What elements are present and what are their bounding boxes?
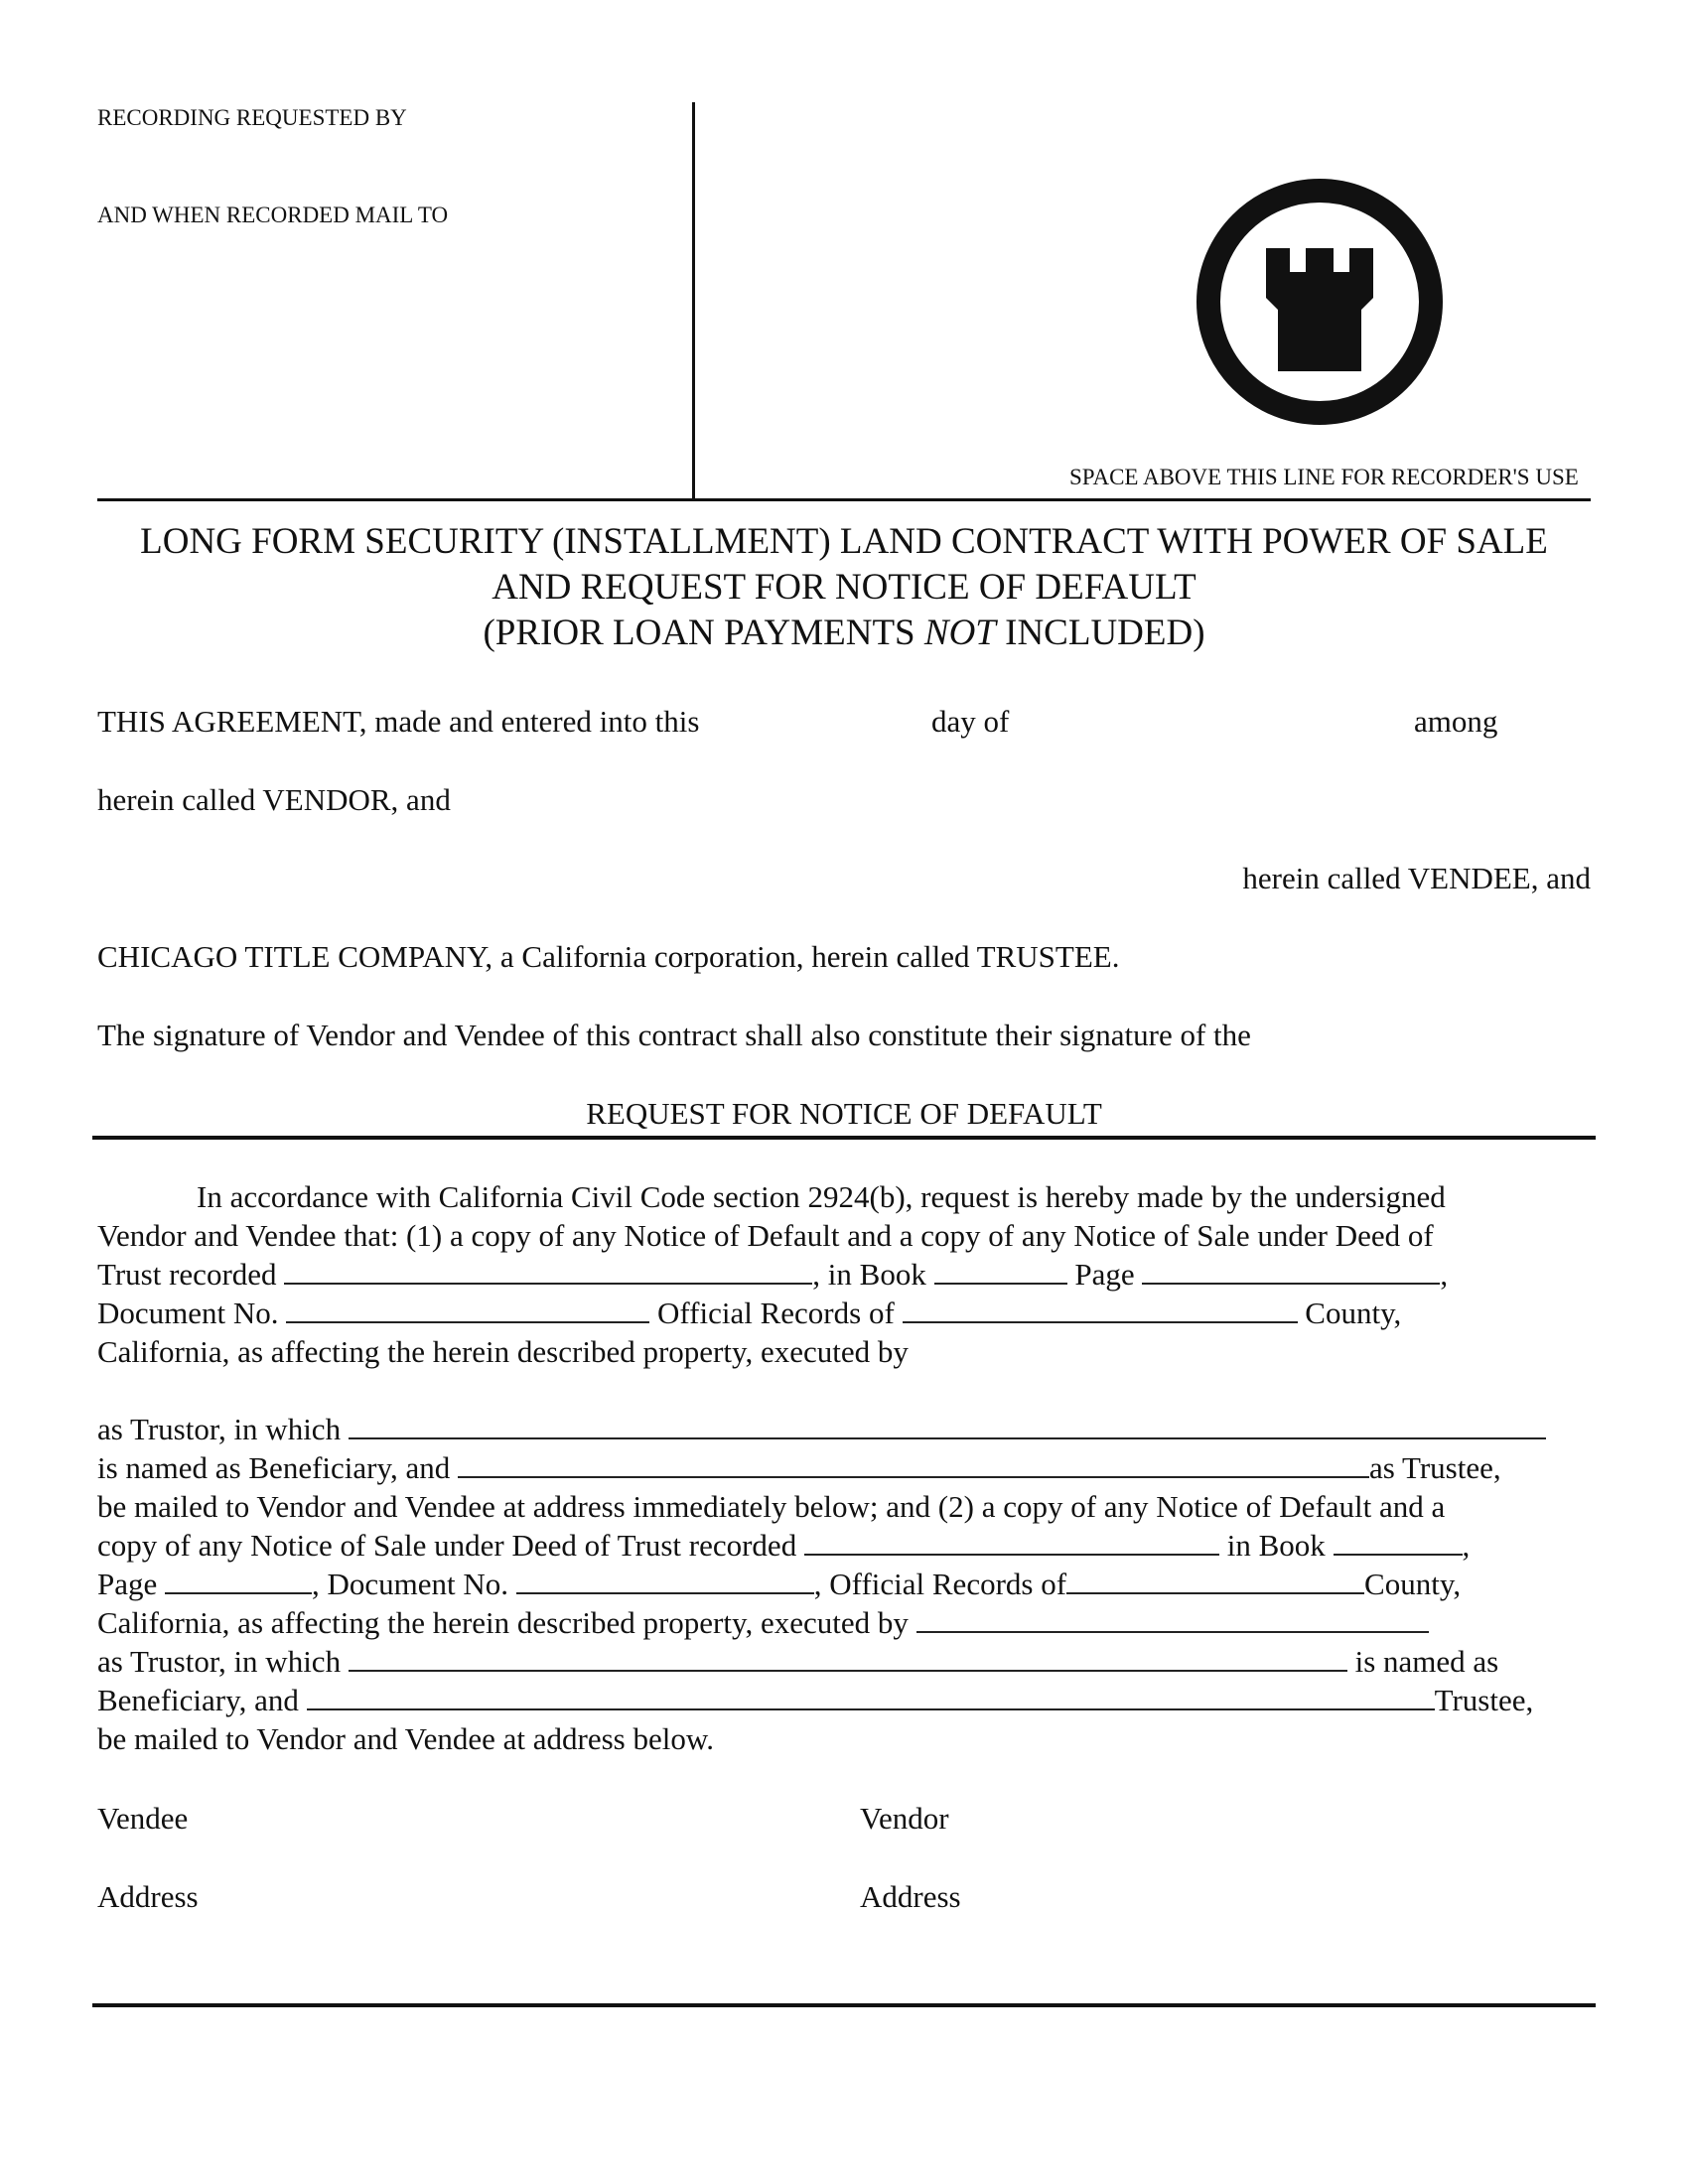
p2-line-3-text: be mailed to Vendor and Vendee at address immediately below; and (2) a copy of any Notice of Default and a	[97, 1489, 1446, 1524]
title-line-1: LONG FORM SECURITY (INSTALLMENT) LAND CONTRACT WITH POWER OF SALE	[140, 521, 1548, 562]
beneficiary-field-2[interactable]	[349, 1644, 1347, 1672]
p2-line-4-c: ,	[1462, 1528, 1471, 1563]
when-recorded-mail-to: AND WHEN RECORDED MAIL TO	[97, 203, 449, 227]
p1-line-4	[97, 1296, 1401, 1331]
p1-line-3-c: Page	[1074, 1257, 1135, 1292]
trustee-line: CHICAGO TITLE COMPANY, a California corporation, herein called TRUSTEE.	[97, 939, 1120, 974]
p2-line-6-a: California, as affecting the herein described property, executed by	[97, 1605, 909, 1640]
p2-line-2	[97, 1450, 1501, 1486]
title-line-3-emphasis: NOT	[923, 613, 996, 653]
agreement-intro: THIS AGREEMENT, made and entered into this	[97, 704, 700, 739]
document-title	[79, 519, 1609, 656]
title-line-3-suffix: INCLUDED)	[995, 613, 1205, 653]
p2-line-8-b: Trustee,	[1434, 1683, 1534, 1717]
agreement-among: among	[1414, 704, 1498, 739]
p2-line-8-a: Beneficiary, and	[97, 1683, 299, 1717]
p2-line-2-b: as Trustee,	[1368, 1450, 1501, 1485]
p2-line-9	[97, 1721, 714, 1757]
vendee-address-label: Address	[97, 1879, 199, 1914]
trustee-field-1[interactable]	[458, 1450, 1369, 1478]
section-divider-bottom	[92, 2003, 1596, 2007]
p2-line-4	[97, 1528, 1470, 1564]
p2-line-7-b: is named as	[1354, 1644, 1499, 1679]
signature-line: The signature of Vendor and Vendee of this contract shall also constitute their signature of the	[97, 1018, 1251, 1052]
title-line-3	[79, 611, 1609, 656]
page-field-2[interactable]	[165, 1567, 312, 1594]
vendor-label: Vendor	[860, 1801, 949, 1836]
p1-line-3-d: ,	[1440, 1257, 1449, 1292]
tower-in-circle-icon	[1195, 177, 1445, 427]
vendee-line: herein called VENDEE, and	[1242, 861, 1591, 895]
p2-line-4-a: copy of any Notice of Sale under Deed of Trust recorded	[97, 1528, 797, 1563]
document-no-field[interactable]	[286, 1296, 649, 1323]
p2-line-4-b: in Book	[1226, 1528, 1326, 1563]
book-field[interactable]	[934, 1257, 1067, 1285]
p1-line-2-text: Vendor and Vendee that: (1) a copy of any Notice of Default and a copy of any Notice of Sale under Deed of	[97, 1218, 1434, 1253]
official-records-field[interactable]	[903, 1296, 1298, 1323]
p2-line-1-a: as Trustor, in which	[97, 1412, 342, 1446]
title-line-2: AND REQUEST FOR NOTICE OF DEFAULT	[492, 567, 1196, 608]
official-records-field-2[interactable]	[1066, 1567, 1364, 1594]
p2-line-5	[97, 1567, 1461, 1602]
title-line-3-prefix: (PRIOR LOAN PAYMENTS	[483, 613, 924, 653]
trustee-field-2[interactable]	[307, 1683, 1435, 1710]
vendor-address-label: Address	[860, 1879, 961, 1914]
p1-line-3-b: , in Book	[812, 1257, 926, 1292]
p2-line-5-b: , Document No.	[312, 1567, 509, 1601]
p2-line-1	[97, 1412, 1546, 1447]
book-field-2[interactable]	[1334, 1528, 1463, 1556]
recording-requested-by: RECORDING REQUESTED BY	[97, 105, 407, 130]
vendor-line: herein called VENDOR, and	[97, 782, 451, 817]
p2-line-3	[97, 1489, 1445, 1525]
p2-line-5-c: , Official Records of	[813, 1567, 1067, 1601]
p1-line-5-text: California, as affecting the herein described property, executed by	[97, 1334, 909, 1369]
recorder-use-note: SPACE ABOVE THIS LINE FOR RECORDER'S USE	[1069, 465, 1579, 489]
document-no-field-2[interactable]	[516, 1567, 814, 1594]
page-field[interactable]	[1142, 1257, 1440, 1285]
header-vertical-divider	[692, 102, 695, 499]
p2-line-2-a: is named as Beneficiary, and	[97, 1450, 451, 1485]
section-divider-top	[92, 1136, 1596, 1140]
p1-line-4-b: Official Records of	[657, 1296, 895, 1330]
agreement-day-of: day of	[931, 704, 1010, 739]
vendee-label: Vendee	[97, 1801, 189, 1836]
p1-line-1-text: In accordance with California Civil Code section 2924(b), request is hereby made by the undersigned	[197, 1179, 1446, 1214]
recorder-line	[97, 498, 1591, 501]
p1-line-4-c: County,	[1305, 1296, 1402, 1330]
p1-line-1	[197, 1179, 1446, 1215]
p2-line-8	[97, 1683, 1533, 1718]
p2-line-9-text: be mailed to Vendor and Vendee at address below.	[97, 1721, 714, 1756]
executed-by-field[interactable]	[916, 1605, 1429, 1633]
p2-line-6	[97, 1605, 1429, 1641]
p1-line-3	[97, 1257, 1448, 1293]
p1-line-4-a: Document No.	[97, 1296, 279, 1330]
request-heading: REQUEST FOR NOTICE OF DEFAULT	[586, 1096, 1102, 1131]
p2-line-7	[97, 1644, 1498, 1680]
p2-line-7-a: as Trustor, in which	[97, 1644, 342, 1679]
p1-line-3-a: Trust recorded	[97, 1257, 277, 1292]
p2-line-5-a: Page	[97, 1567, 158, 1601]
trust-recorded-field-2[interactable]	[804, 1528, 1219, 1556]
p1-line-2	[97, 1218, 1434, 1254]
p2-line-5-d: County,	[1364, 1567, 1462, 1601]
trust-recorded-field[interactable]	[284, 1257, 812, 1285]
p1-line-5	[97, 1334, 909, 1370]
beneficiary-field-1[interactable]	[349, 1412, 1546, 1439]
